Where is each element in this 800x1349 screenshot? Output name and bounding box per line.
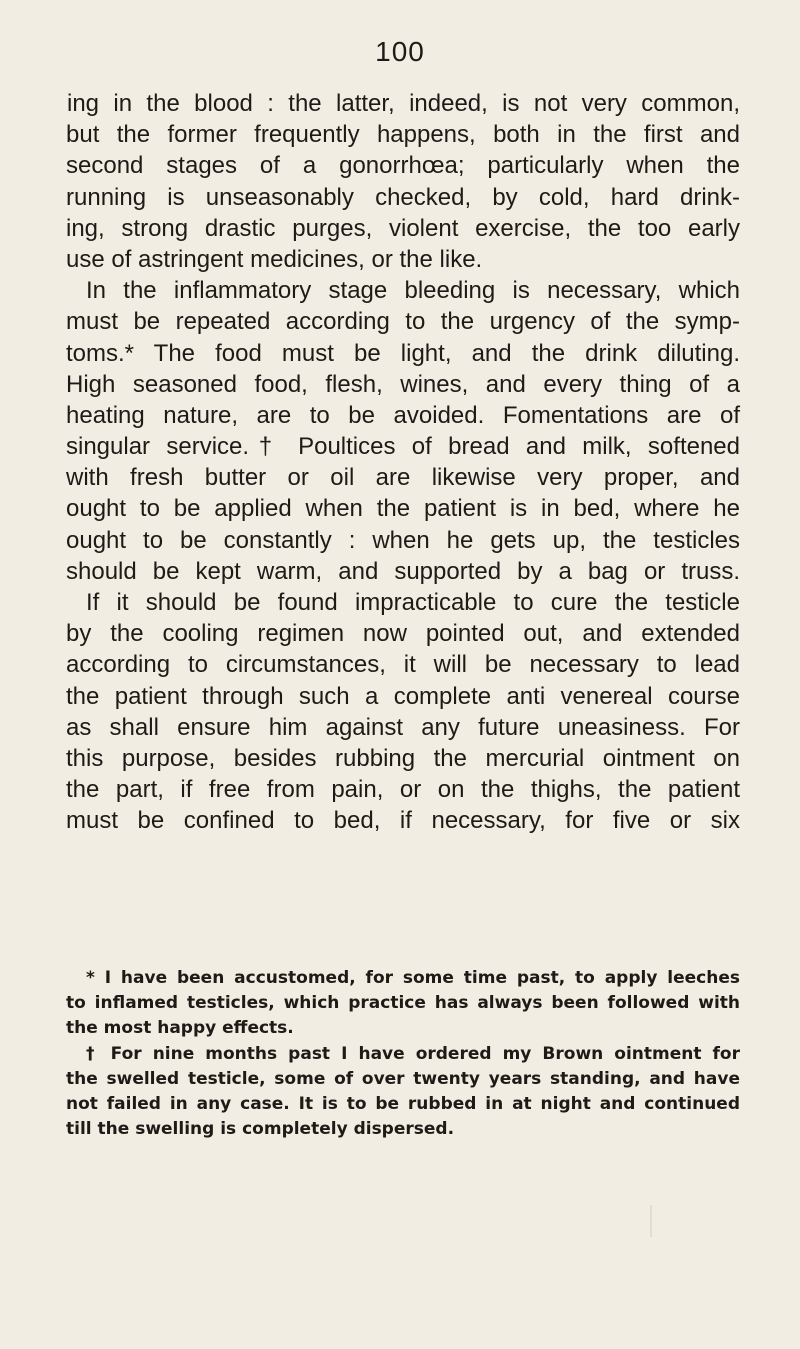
body-line-22: this purpose, besides rubbing the mercurial ointment on [66, 744, 740, 772]
body-line-17: If it should be found impracticable to cure the testicle [86, 589, 740, 616]
body-line-24: must be confined to bed, if necessary, for five or six [66, 807, 740, 835]
body-line-8: must be repeated according to the urgency of the symp- [66, 308, 740, 336]
body-line-21: as shall ensure him against any future uneasiness. For [66, 713, 740, 741]
body-line-11: heating nature, are to be avoided. Fomentations are of [66, 401, 740, 429]
body-line-14: ought to be applied when the patient is in bed, where he [66, 495, 740, 523]
body-line-10: High seasoned food, flesh, wines, and every thing of a [66, 370, 740, 398]
body-line-2: but the former frequently happens, both in the first and [66, 121, 740, 149]
footnote-line-1: * I have been accustomed, for some time past, to apply leeches [86, 968, 740, 988]
body-line-19: according to circumstances, it will be necessary to lead [66, 651, 740, 679]
body-line-6: use of astringent medicines, or the like. [66, 245, 483, 273]
footnote-line-3: the most happy effects. [66, 1018, 294, 1039]
body-line-20: the patient through such a complete anti venereal course [66, 682, 740, 710]
body-line-4: running is unseasonably checked, by cold, hard drink- [66, 183, 740, 211]
footnote-line-4: † For nine months past I have ordered my Brown ointment for [86, 1043, 740, 1064]
footnotes [66, 966, 740, 1142]
paper-mark [650, 1205, 652, 1237]
body-line-9: toms.* The food must be light, and the drink diluting. [66, 339, 740, 367]
body-text [66, 88, 740, 837]
body-line-3: second stages of a gonorrhœa; particularly when the [66, 152, 740, 180]
body-line-16: should be kept warm, and supported by a bag or truss. [66, 557, 740, 585]
body-line-12: singular service.† Poultices of bread and milk, softened [66, 433, 740, 461]
body-line-15: ought to be constantly : when he gets up, the testicles [66, 526, 740, 554]
body-line-5: ing, strong drastic purges, violent exercise, the too early [66, 214, 740, 242]
footnote-line-5: the swelled testicle, some of over twenty years standing, and have [66, 1068, 740, 1089]
body-line-13: with fresh butter or oil are likewise very proper, and [66, 464, 740, 492]
page-number: 100 [375, 36, 425, 67]
footnote-line-7: till the swelling is completely dispersed. [66, 1119, 455, 1140]
body-line-18: by the cooling regimen now pointed out, and extended [66, 620, 740, 648]
footnote-line-2: to inflamed testicles, which practice has always been followed with [66, 993, 740, 1014]
body-line-1: ing in the blood : the latter, indeed, is not very common, [67, 90, 740, 117]
footnote-line-6: not failed in any case. It is to be rubbed in at night and continued [66, 1093, 740, 1114]
body-line-7: In the inflammatory stage bleeding is necessary, which [86, 277, 740, 305]
body-line-23: the part, if free from pain, or on the thighs, the patient [66, 776, 740, 804]
